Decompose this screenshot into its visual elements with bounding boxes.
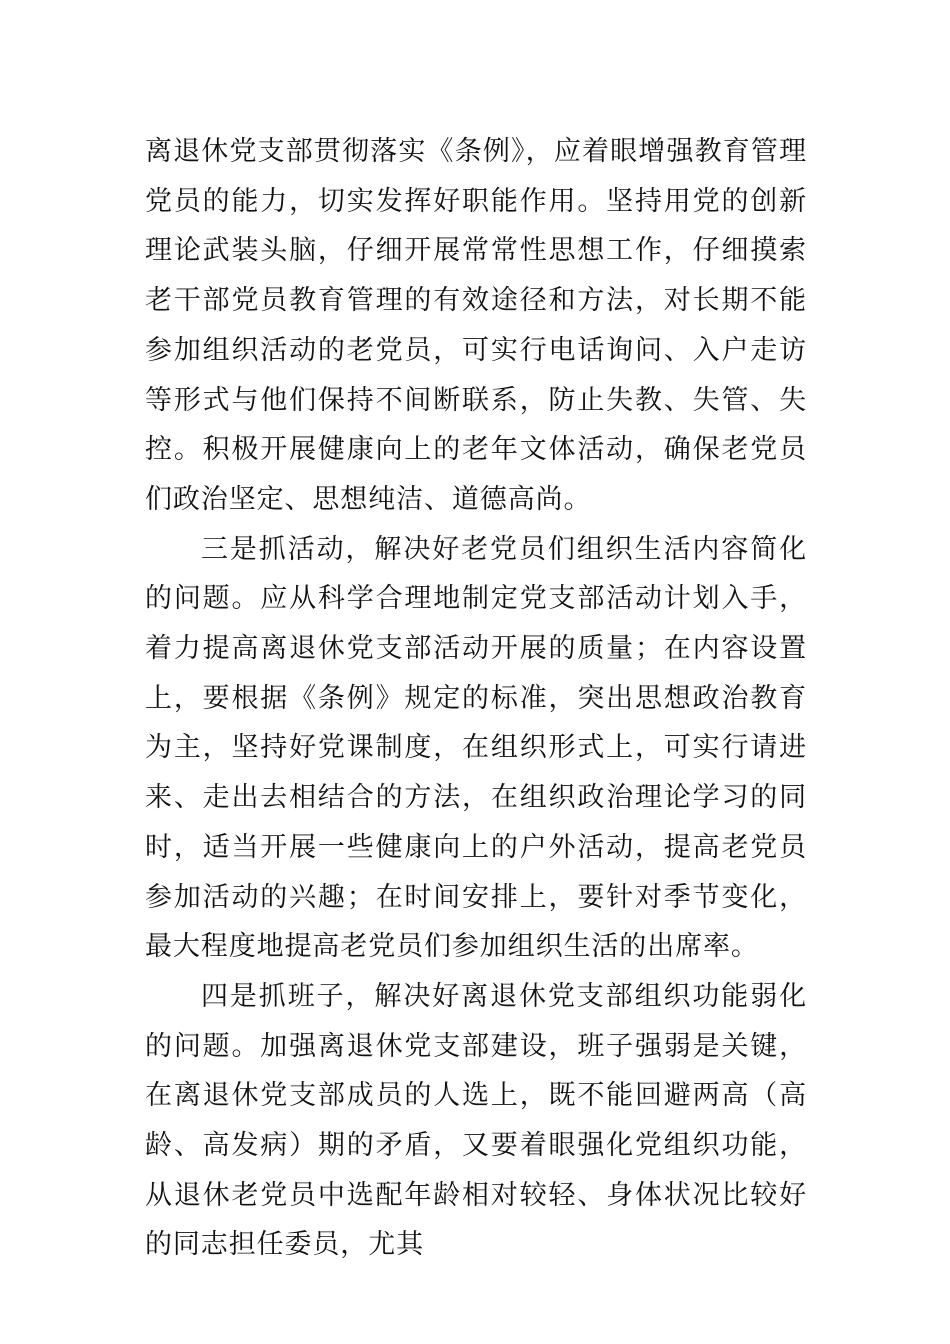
paragraph-continuation: 离退休党支部贯彻落实《条例》，应着眼增强教育管理党员的能力，切实发挥好职能作用。坚持用党的创新理论武装头脑，仔细开展常常性思想工作，仔细摸索老干部党员教育管理的有效途径和方法，对长期不能参加组织活动的老党员，可实行电话询问、入户走访等形式与他们保持不间断联系，防止失教、失管、失控。积极开展健康向上的老年文体活动，确保老党员们政治坚定、思想纯洁、道德高尚。 — [145, 136, 807, 515]
paragraph-activities: 三是抓活动，解决好老党员们组织生活内容简化的问题。应从科学合理地制定党支部活动计划入手，着力提高离退休党支部活动开展的质量；在内容设置上，要根据《条例》规定的标准，突出思想政治教育为主，坚持好党课制度，在组织形式上，可实行请进来、走出去相结合的方法，在组织政治理论学习的同时，适当开展一些健康向上的户外活动，提高老党员参加活动的兴趣；在时间安排上，要针对季节变化，最大程度地提高老党员们参加组织生活的出席率。 — [145, 533, 807, 963]
paragraph-leadership: 四是抓班子，解决好离退休党支部组织功能弱化的问题。加强离退休党支部建设，班子强弱是关键，在离退休党支部成员的人选上，既不能回避两高（高龄、高发病）期的矛盾，又要着眼强化党组织功能，从退休老党员中选配年龄相对较轻、身体状况比较好的同志担任委员，尤其 — [145, 980, 807, 1261]
document-body — [145, 127, 807, 1270]
